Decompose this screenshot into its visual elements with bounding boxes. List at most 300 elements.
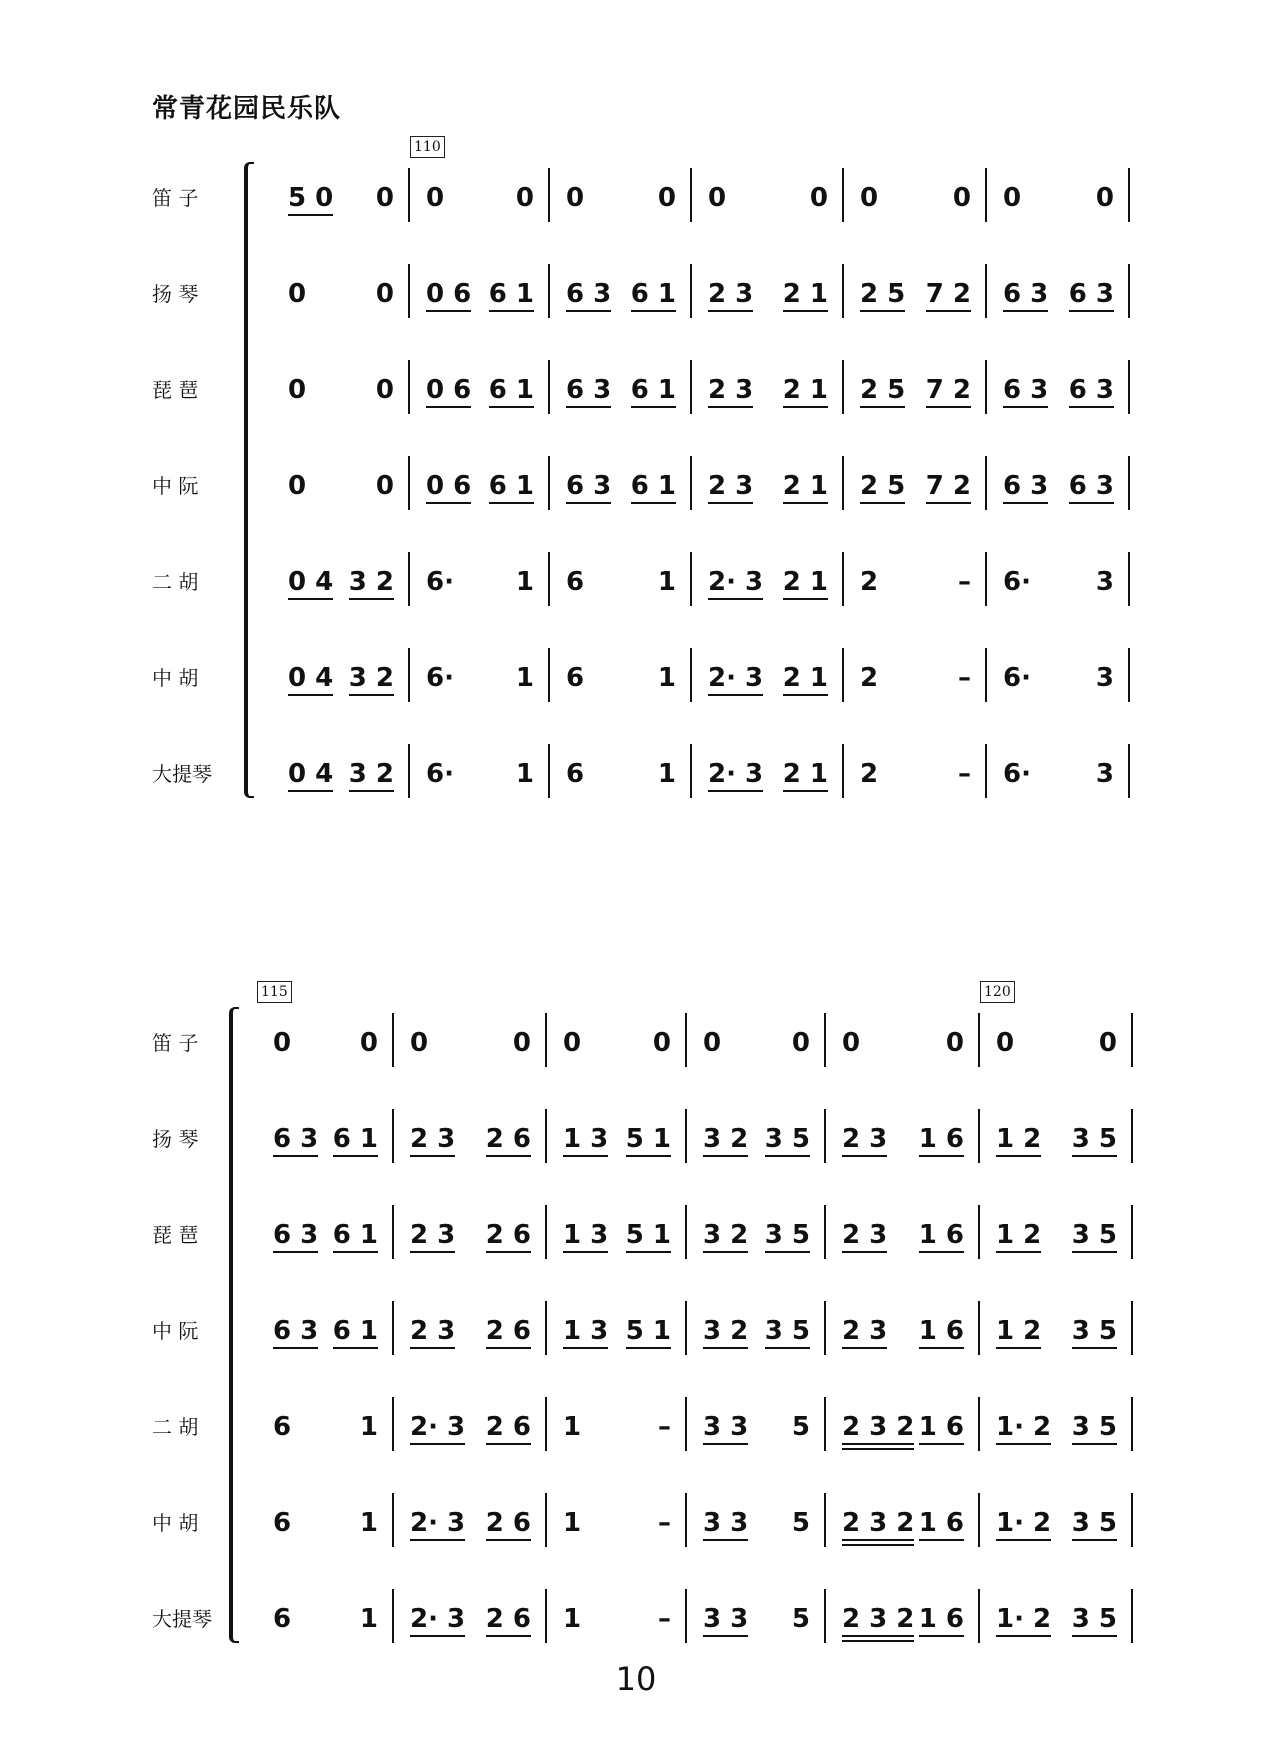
measure: [274, 162, 408, 218]
measure: [259, 1199, 392, 1255]
measure: [828, 1391, 978, 1447]
note-group: 1 2: [996, 1103, 1041, 1153]
measure: [274, 642, 408, 698]
note-group: 3 2: [703, 1295, 748, 1345]
barline: [548, 360, 550, 414]
note-group: 0: [791, 1028, 810, 1058]
instrument-staff: [0, 1285, 1272, 1381]
measure: [828, 1103, 978, 1159]
barline: [548, 552, 550, 606]
barline: [1131, 1397, 1133, 1451]
instrument-label: 笛 子: [152, 1031, 199, 1055]
measure: [259, 1007, 392, 1063]
barline: [1131, 1013, 1133, 1067]
measure: [259, 1391, 392, 1447]
note-group: 0: [515, 183, 534, 213]
barline: [408, 456, 410, 510]
instrument-staff: [0, 1093, 1272, 1189]
barline: [1131, 1301, 1133, 1355]
note-group: 3 2: [349, 642, 394, 692]
measure: [552, 354, 690, 410]
note-group: 0: [410, 1028, 429, 1058]
note-group: 6 3: [566, 450, 611, 500]
measure: [989, 354, 1128, 410]
instrument-staff: [0, 536, 1272, 632]
note-group: 0: [359, 1028, 378, 1058]
note-group: 6 1: [489, 354, 534, 404]
instrument-staff: [0, 344, 1272, 440]
note-group: 6 3: [1003, 450, 1048, 500]
barline: [548, 648, 550, 702]
barline: [978, 1109, 980, 1163]
instrument-label: 大提琴: [152, 1607, 212, 1631]
note-group: 2 5: [860, 354, 905, 404]
note-group: 0: [375, 471, 394, 501]
note-group: –: [658, 1412, 671, 1442]
barline: [1128, 168, 1130, 222]
note-group: 1 6: [919, 1583, 964, 1633]
measure: [396, 1103, 545, 1159]
barline: [1128, 552, 1130, 606]
note-group: 6 1: [631, 258, 676, 308]
note-group: 3 5: [765, 1199, 810, 1249]
note-group: 1· 2: [996, 1487, 1051, 1537]
barline: [408, 360, 410, 414]
barline: [824, 1013, 826, 1067]
ensemble-title: 常青花园民乐队: [152, 94, 342, 124]
barline: [392, 1109, 394, 1163]
note-group: 1: [657, 663, 676, 693]
instrument-label: 中 胡: [152, 666, 199, 690]
barline: [1128, 264, 1130, 318]
note-group: 6 3: [1003, 258, 1048, 308]
note-group: 6: [273, 1412, 292, 1442]
measure: [846, 642, 985, 698]
barline: [824, 1109, 826, 1163]
note-group: 2 6: [486, 1391, 531, 1441]
note-group: 7 2: [926, 258, 971, 308]
barline: [690, 744, 692, 798]
note-group: 6 3: [273, 1199, 318, 1249]
note-group: 5 0: [288, 162, 333, 212]
instrument-label: 二 胡: [152, 1415, 199, 1439]
note-group: 6 3: [1003, 354, 1048, 404]
note-group: 6: [273, 1604, 292, 1634]
instrument-staff: [0, 152, 1272, 248]
note-group: 1 6: [919, 1103, 964, 1153]
note-group: 1· 2: [996, 1583, 1051, 1633]
measure: [989, 258, 1128, 314]
instrument-label: 扬 琴: [152, 282, 199, 306]
note-group: 7 2: [926, 354, 971, 404]
measure: [259, 1487, 392, 1543]
note-group: 1: [515, 663, 534, 693]
instrument-staff: [0, 728, 1272, 824]
measure: [396, 1199, 545, 1255]
barline: [1131, 1589, 1133, 1643]
note-group: 1 2: [996, 1199, 1041, 1249]
measure: [412, 450, 548, 506]
barline: [690, 360, 692, 414]
note-group: 7 2: [926, 450, 971, 500]
note-group: 6 1: [631, 354, 676, 404]
measure: [549, 1103, 685, 1159]
rehearsal-mark: 120: [980, 981, 1015, 1003]
note-group: 3: [1095, 759, 1114, 789]
barline: [548, 456, 550, 510]
barline: [545, 1109, 547, 1163]
barline: [392, 1013, 394, 1067]
note-group: 6: [566, 663, 585, 693]
measure: [689, 1487, 824, 1543]
note-group: 3 2: [349, 738, 394, 788]
note-group: 6: [273, 1508, 292, 1538]
barline: [545, 1589, 547, 1643]
note-group: 6 3: [1069, 258, 1114, 308]
barline: [842, 264, 844, 318]
barline: [1128, 648, 1130, 702]
measure: [828, 1007, 978, 1063]
barline: [685, 1109, 687, 1163]
note-group: 2: [860, 567, 879, 597]
note-group: 2 6: [486, 1199, 531, 1249]
note-group: 5: [791, 1604, 810, 1634]
note-group: 2· 3: [410, 1391, 465, 1441]
measure: [396, 1007, 545, 1063]
note-group: 2 3: [842, 1103, 887, 1153]
note-group: 6: [566, 759, 585, 789]
measure: [828, 1199, 978, 1255]
barline: [408, 552, 410, 606]
measure: [846, 354, 985, 410]
note-group: 6·: [426, 663, 454, 693]
note-group: 0: [842, 1028, 861, 1058]
barline: [824, 1589, 826, 1643]
barline: [392, 1493, 394, 1547]
measure: [989, 642, 1128, 698]
note-group: 6·: [1003, 567, 1031, 597]
note-group: 3 5: [1072, 1487, 1117, 1537]
note-group: –: [958, 759, 971, 789]
measure: [552, 450, 690, 506]
measure: [694, 162, 842, 218]
note-group: 5: [791, 1508, 810, 1538]
barline: [978, 1589, 980, 1643]
note-group: 1: [359, 1412, 378, 1442]
measure: [396, 1487, 545, 1543]
barline: [1128, 456, 1130, 510]
note-group: 3 3: [703, 1487, 748, 1537]
note-group: 6·: [1003, 759, 1031, 789]
note-group: 3 5: [765, 1103, 810, 1153]
note-group: 0: [1098, 1028, 1117, 1058]
rehearsal-mark: 115: [257, 981, 292, 1003]
barline: [690, 264, 692, 318]
page-number: 10: [615, 1660, 657, 1698]
note-group: 1: [359, 1508, 378, 1538]
measure: [982, 1007, 1131, 1063]
note-group: 0: [657, 183, 676, 213]
barline: [408, 264, 410, 318]
note-group: 3: [1095, 567, 1114, 597]
measure: [989, 162, 1128, 218]
measure: [552, 642, 690, 698]
barline: [985, 264, 987, 318]
barline: [978, 1301, 980, 1355]
barline: [985, 360, 987, 414]
measure: [549, 1391, 685, 1447]
measure: [549, 1007, 685, 1063]
note-group: 5 1: [626, 1295, 671, 1345]
note-group: 0: [375, 279, 394, 309]
measure: [689, 1199, 824, 1255]
note-group: 0: [652, 1028, 671, 1058]
note-group: 3 2: [703, 1199, 748, 1249]
barline: [685, 1589, 687, 1643]
note-group: 3 3: [703, 1583, 748, 1633]
measure: [982, 1487, 1131, 1543]
measure: [549, 1487, 685, 1543]
barline: [690, 552, 692, 606]
measure: [274, 258, 408, 314]
measure: [412, 162, 548, 218]
note-group: 1: [515, 567, 534, 597]
note-group: 2 3 2: [842, 1487, 914, 1537]
measure: [982, 1103, 1131, 1159]
note-group: –: [658, 1604, 671, 1634]
barline: [978, 1205, 980, 1259]
note-group: 1 6: [919, 1295, 964, 1345]
note-group: 1: [563, 1604, 582, 1634]
note-group: 0: [375, 375, 394, 405]
barline: [545, 1205, 547, 1259]
barline: [408, 648, 410, 702]
instrument-label: 笛 子: [152, 186, 199, 210]
instrument-label: 中 阮: [152, 474, 199, 498]
measure: [694, 354, 842, 410]
measure: [846, 546, 985, 602]
note-group: 6 1: [333, 1103, 378, 1153]
instrument-staff: [0, 440, 1272, 536]
note-group: 1 6: [919, 1391, 964, 1441]
measure: [259, 1583, 392, 1639]
note-group: 6 1: [489, 258, 534, 308]
note-group: 3 2: [349, 546, 394, 596]
note-group: 6·: [426, 567, 454, 597]
note-group: 3: [1095, 663, 1114, 693]
measure: [982, 1295, 1131, 1351]
note-group: 5: [791, 1412, 810, 1442]
note-group: 3 5: [765, 1295, 810, 1345]
measure: [982, 1391, 1131, 1447]
note-group: 0 6: [426, 450, 471, 500]
note-group: 2 3: [410, 1103, 455, 1153]
barline: [548, 168, 550, 222]
instrument-label: 扬 琴: [152, 1127, 199, 1151]
instrument-staff: [0, 1189, 1272, 1285]
instrument-label: 二 胡: [152, 570, 199, 594]
measure: [689, 1583, 824, 1639]
note-group: 2 1: [783, 738, 828, 788]
measure: [982, 1583, 1131, 1639]
note-group: 0: [945, 1028, 964, 1058]
note-group: 2 3: [708, 258, 753, 308]
measure: [396, 1295, 545, 1351]
score-system: [0, 140, 1272, 812]
barline: [685, 1397, 687, 1451]
note-group: 1: [359, 1604, 378, 1634]
barline: [392, 1301, 394, 1355]
note-group: 2 6: [486, 1487, 531, 1537]
barline: [548, 744, 550, 798]
note-group: 6 1: [489, 450, 534, 500]
note-group: 0: [1003, 183, 1022, 213]
note-group: 1 3: [563, 1199, 608, 1249]
note-group: 0: [1095, 183, 1114, 213]
note-group: 2· 3: [708, 642, 763, 692]
note-group: 3 5: [1072, 1583, 1117, 1633]
note-group: 0 4: [288, 546, 333, 596]
note-group: 2 3 2: [842, 1391, 914, 1441]
measure: [694, 258, 842, 314]
measure: [274, 450, 408, 506]
measure: [552, 258, 690, 314]
note-group: 1: [657, 759, 676, 789]
measure: [274, 546, 408, 602]
note-group: 1 3: [563, 1103, 608, 1153]
measure: [396, 1391, 545, 1447]
barline: [985, 552, 987, 606]
measure: [552, 546, 690, 602]
note-group: 0: [996, 1028, 1015, 1058]
note-group: 1 2: [996, 1295, 1041, 1345]
barline: [1131, 1109, 1133, 1163]
note-group: 2 1: [783, 354, 828, 404]
measure: [689, 1295, 824, 1351]
note-group: 2: [860, 759, 879, 789]
note-group: 6 1: [333, 1295, 378, 1345]
note-group: 3 5: [1072, 1199, 1117, 1249]
barline: [690, 648, 692, 702]
note-group: 2 3: [708, 450, 753, 500]
note-group: 0: [512, 1028, 531, 1058]
note-group: 6 3: [273, 1103, 318, 1153]
note-group: 1: [563, 1412, 582, 1442]
measure: [989, 450, 1128, 506]
barline: [685, 1493, 687, 1547]
barline: [1128, 360, 1130, 414]
note-group: 0: [708, 183, 727, 213]
note-group: 0: [426, 183, 445, 213]
note-group: 2 6: [486, 1103, 531, 1153]
barline: [842, 744, 844, 798]
note-group: 0: [288, 375, 307, 405]
note-group: 1 6: [919, 1199, 964, 1249]
barline: [690, 168, 692, 222]
barline: [985, 168, 987, 222]
barline: [842, 552, 844, 606]
note-group: 1 3: [563, 1295, 608, 1345]
instrument-staff: [0, 1573, 1272, 1669]
barline: [978, 1397, 980, 1451]
note-group: 0 4: [288, 642, 333, 692]
barline: [392, 1589, 394, 1643]
measure: [549, 1583, 685, 1639]
note-group: –: [958, 567, 971, 597]
rehearsal-mark: 110: [410, 136, 445, 158]
note-group: 6 3: [566, 354, 611, 404]
measure: [846, 738, 985, 794]
barline: [985, 648, 987, 702]
instrument-staff: [0, 1477, 1272, 1573]
note-group: 3 2: [703, 1103, 748, 1153]
note-group: 6 3: [273, 1295, 318, 1345]
note-group: 6 3: [1069, 450, 1114, 500]
note-group: 0: [375, 183, 394, 213]
barline: [545, 1397, 547, 1451]
measure: [694, 546, 842, 602]
instrument-staff: [0, 1381, 1272, 1477]
note-group: 6 1: [333, 1199, 378, 1249]
measure: [689, 1103, 824, 1159]
note-group: 0: [952, 183, 971, 213]
note-group: 2 1: [783, 642, 828, 692]
note-group: 0: [566, 183, 585, 213]
note-group: 2 3: [410, 1199, 455, 1249]
note-group: 2: [860, 663, 879, 693]
note-group: 1: [657, 567, 676, 597]
barline: [824, 1493, 826, 1547]
note-group: 1: [563, 1508, 582, 1538]
note-group: 3 5: [1072, 1295, 1117, 1345]
barline: [392, 1397, 394, 1451]
barline: [392, 1205, 394, 1259]
note-group: 0 4: [288, 738, 333, 788]
barline: [545, 1301, 547, 1355]
note-group: 2 3: [842, 1295, 887, 1345]
note-group: 2 6: [486, 1295, 531, 1345]
barline: [548, 264, 550, 318]
note-group: 2 3: [410, 1295, 455, 1345]
measure: [694, 738, 842, 794]
measure: [549, 1295, 685, 1351]
barline: [1128, 744, 1130, 798]
note-group: 0: [809, 183, 828, 213]
barline: [408, 168, 410, 222]
note-group: 2· 3: [708, 546, 763, 596]
measure: [828, 1295, 978, 1351]
note-group: 2 3 2: [842, 1583, 914, 1633]
note-group: 2· 3: [410, 1487, 465, 1537]
note-group: 1 6: [919, 1487, 964, 1537]
instrument-label: 大提琴: [152, 762, 212, 786]
measure: [689, 1391, 824, 1447]
note-group: 5 1: [626, 1199, 671, 1249]
note-group: –: [658, 1508, 671, 1538]
note-group: 6 3: [1069, 354, 1114, 404]
measure: [846, 450, 985, 506]
note-group: 6 3: [566, 258, 611, 308]
measure: [396, 1583, 545, 1639]
note-group: 6·: [426, 759, 454, 789]
note-group: 6 1: [631, 450, 676, 500]
note-group: 0: [860, 183, 879, 213]
barline: [690, 456, 692, 510]
note-group: 2 5: [860, 450, 905, 500]
note-group: 2 1: [783, 450, 828, 500]
note-group: 2 3: [842, 1199, 887, 1249]
barline: [824, 1397, 826, 1451]
